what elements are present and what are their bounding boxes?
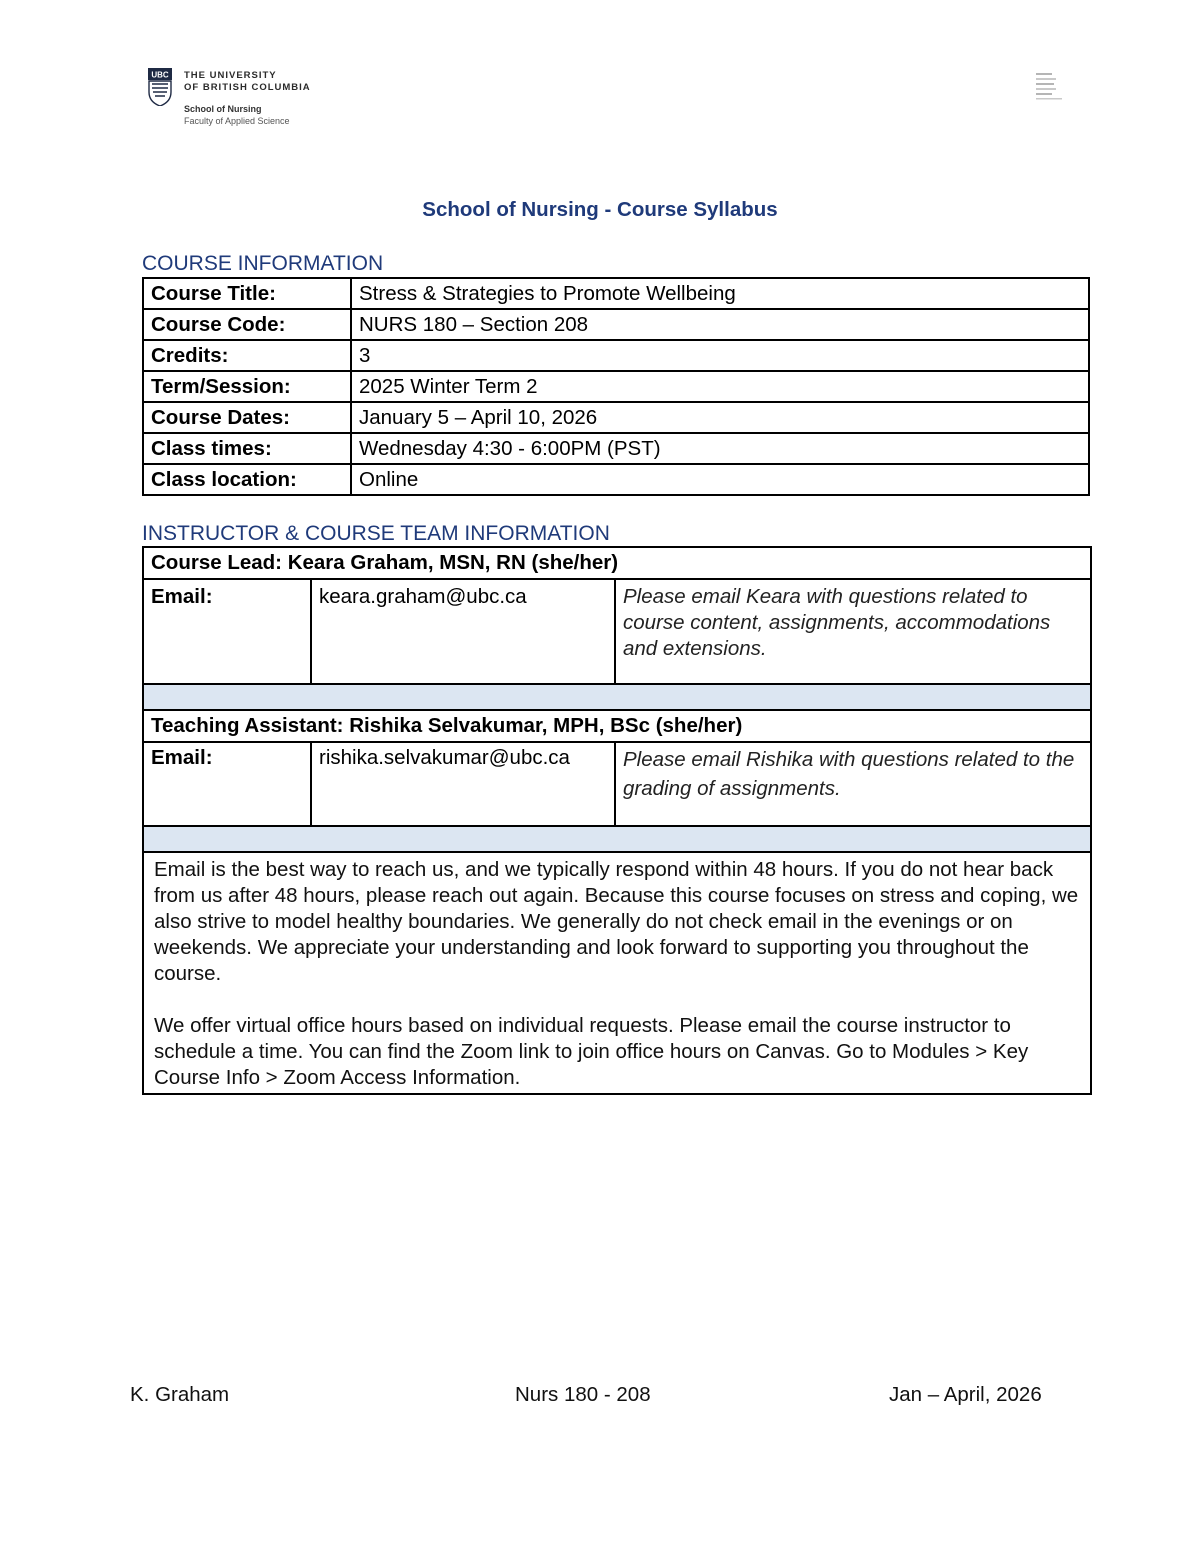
class-times-label: Class times: xyxy=(143,433,351,464)
table-row xyxy=(143,340,1089,371)
table-row xyxy=(143,402,1089,433)
ta-email-label: Email: xyxy=(143,742,311,826)
document-title: School of Nursing - Course Syllabus xyxy=(422,198,778,221)
table-row xyxy=(143,278,1089,309)
table-row xyxy=(143,579,1091,684)
table-row xyxy=(143,433,1089,464)
class-location-value: Online xyxy=(351,464,1089,495)
table-row xyxy=(143,852,1091,1094)
contact-info-cell xyxy=(143,852,1091,1094)
ta-email-link[interactable]: rishika.selvakumar@ubc.ca xyxy=(311,742,615,826)
credits-value: 3 xyxy=(351,340,1089,371)
course-information-heading: COURSE INFORMATION xyxy=(142,252,384,275)
teaching-assistant-title: Teaching Assistant: Rishika Selvakumar, MPH, BSc (she/her) xyxy=(143,710,1091,742)
footer-author: K. Graham xyxy=(130,1383,230,1406)
contact-paragraph-1: Email is the best way to reach us, and we typically respond within 48 hours. If you do not hear back from us after 48 hours, please reach out again. Because this course focuses on stress and coping, we also strive to model healthy boundaries. We generally do not check email in the evenings or on weekends. We appreciate your understanding and look forward to supporting you throughout the course. xyxy=(154,858,1079,985)
table-spacer-row xyxy=(143,826,1091,852)
logo-university-line1: THE UNIVERSITY xyxy=(184,70,277,81)
document-lines-icon xyxy=(1034,72,1064,102)
logo-faculty: Faculty of Applied Science xyxy=(184,116,290,126)
ta-email-note: Please email Rishika with questions related to the grading of assignments. xyxy=(615,742,1091,826)
table-row xyxy=(143,710,1091,742)
svg-text:UBC: UBC xyxy=(151,70,169,80)
table-row xyxy=(143,742,1091,826)
course-dates-label: Course Dates: xyxy=(143,402,351,433)
lead-email-link[interactable]: keara.graham@ubc.ca xyxy=(311,579,615,684)
course-lead-title: Course Lead: Keara Graham, MSN, RN (she/her) xyxy=(143,547,1091,579)
team-information-table xyxy=(142,546,1092,1095)
lead-email-note: Please email Keara with questions related to course content, assignments, accommodations and extensions. xyxy=(615,579,1091,684)
course-dates-value: January 5 – April 10, 2026 xyxy=(351,402,1089,433)
footer-date: Jan – April, 2026 xyxy=(889,1383,1042,1406)
class-location-label: Class location: xyxy=(143,464,351,495)
credits-label: Credits: xyxy=(143,340,351,371)
table-row xyxy=(143,464,1089,495)
table-row xyxy=(143,547,1091,579)
spacer-cell xyxy=(143,826,1091,852)
class-times-value: Wednesday 4:30 - 6:00PM (PST) xyxy=(351,433,1089,464)
table-row xyxy=(143,371,1089,402)
spacer-cell xyxy=(143,684,1091,710)
logo-university-line2: OF BRITISH COLUMBIA xyxy=(184,82,311,93)
table-row xyxy=(143,309,1089,340)
team-information-heading: INSTRUCTOR & COURSE TEAM INFORMATION xyxy=(142,522,610,545)
course-title-value: Stress & Strategies to Promote Wellbeing xyxy=(351,278,1089,309)
course-code-label: Course Code: xyxy=(143,309,351,340)
term-session-label: Term/Session: xyxy=(143,371,351,402)
course-code-value: NURS 180 – Section 208 xyxy=(351,309,1089,340)
lead-email-label: Email: xyxy=(143,579,311,684)
ubc-crest-icon xyxy=(148,68,172,106)
ubc-logo xyxy=(148,68,348,132)
term-session-value: 2025 Winter Term 2 xyxy=(351,371,1089,402)
footer-course: Nurs 180 - 208 xyxy=(515,1383,651,1406)
contact-paragraph-2: We offer virtual office hours based on individual requests. Please email the course instructor to schedule a time. You can find the Zoom link to join office hours on Canvas. Go to Modules > Key Course Info > Zoom Access Information. xyxy=(154,1014,1029,1089)
course-title-label: Course Title: xyxy=(143,278,351,309)
table-spacer-row xyxy=(143,684,1091,710)
course-information-table xyxy=(142,277,1090,496)
logo-school: School of Nursing xyxy=(184,104,262,114)
